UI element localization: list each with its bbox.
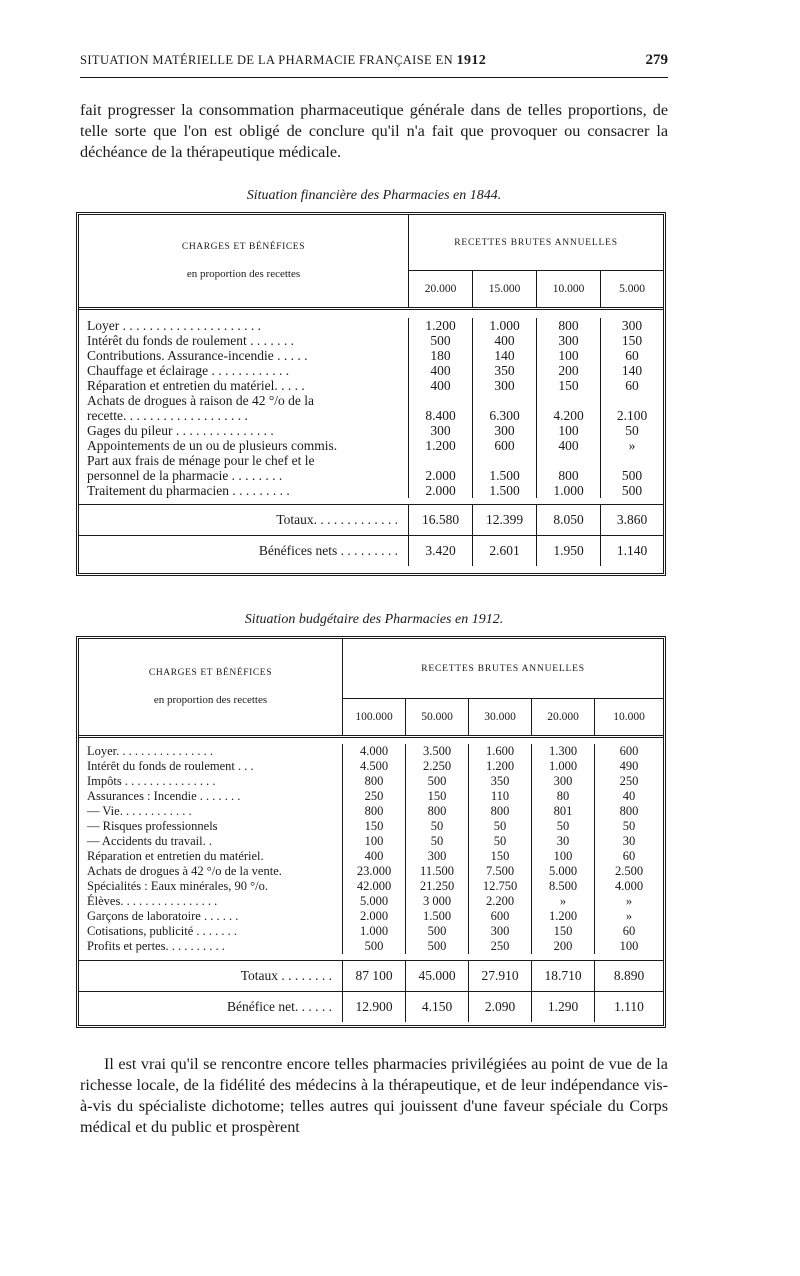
running-head-year: 1912: [456, 53, 487, 68]
table2-header: [79, 639, 663, 738]
cell-value: 300: [430, 423, 451, 438]
row-label: — Vie. . . . . . . . . . . .: [87, 804, 192, 818]
cell-value: 50: [625, 423, 639, 438]
totals-value: 18.710: [544, 968, 582, 983]
benefits-value: 12.900: [355, 999, 393, 1014]
row-label: Traitement du pharmacien . . . . . . . . .: [87, 483, 290, 498]
table2-col-20000: [532, 744, 595, 954]
benefits-value: 1.140: [616, 543, 648, 558]
cell-value: 30: [556, 834, 570, 848]
cell-value: 1.500: [489, 483, 520, 498]
cell-value: 4.000: [359, 744, 389, 758]
cell-value: 50: [430, 834, 444, 848]
totals-value-cell: [595, 961, 663, 991]
column-header: 5.000: [619, 283, 645, 295]
table2-totals-row: [79, 960, 663, 991]
row-label: Intérêt du fonds de roulement . . .: [87, 759, 254, 773]
totals-value-cell: [537, 505, 601, 535]
totals-value-cell: [532, 961, 595, 991]
cell-value: 250: [364, 789, 384, 803]
totals-label: Totaux. . . . . . . . . . . . .: [276, 512, 398, 527]
cell-value: 50: [430, 819, 444, 833]
benefits-value: 2.601: [489, 543, 520, 558]
cell-value: 400: [494, 333, 515, 348]
benefits-value: 1.950: [553, 543, 584, 558]
benefits-value-cell: [601, 536, 663, 566]
table2-column-headers: [343, 699, 663, 735]
column-header: 30.000: [469, 699, 532, 735]
cell-value: 1.300: [548, 744, 578, 758]
cell-value: »: [625, 894, 633, 908]
benefits-value-cell: [469, 992, 532, 1022]
cell-value: 50: [556, 819, 570, 833]
totals-value: 3.860: [616, 512, 648, 527]
cell-value: 23.000: [356, 864, 392, 878]
table1-header-right-title: RECETTES BRUTES ANNUELLES: [409, 215, 663, 271]
cell-value: 300: [494, 423, 515, 438]
cell-value: 3.500: [422, 744, 452, 758]
cell-value: 42.000: [356, 879, 392, 893]
totals-value: 8.890: [613, 968, 645, 983]
row-label: Garçons de laboratoire . . . . . .: [87, 909, 239, 923]
totals-value: 16.580: [421, 512, 460, 527]
row-label: Loyer. . . . . . . . . . . . . . . .: [87, 744, 214, 758]
cell-value: 250: [619, 774, 639, 788]
cell-value: 150: [621, 333, 643, 348]
cell-value: 400: [430, 378, 451, 393]
table2-label-column: [79, 744, 343, 954]
table1-col-5000: [601, 318, 663, 498]
table2-body: [79, 738, 663, 960]
benefits-value-cell: [532, 992, 595, 1022]
totals-value-cell: [406, 961, 469, 991]
totals-value: 12.399: [485, 512, 524, 527]
cell-value: 140: [621, 363, 643, 378]
table1-col-15000: [473, 318, 537, 498]
cell-value: [601, 453, 663, 468]
totals-label-cell: [79, 505, 409, 535]
cell-value: 400: [364, 849, 384, 863]
totals-value: 8.050: [553, 512, 584, 527]
cell-value: 250: [490, 939, 510, 953]
cell-value: 150: [364, 819, 384, 833]
cell-value: 500: [621, 468, 643, 483]
row-label: Achats de drogues à 42 °/o de la vente.: [87, 864, 282, 878]
cell-value: 300: [621, 318, 643, 333]
column-header: 10.000: [537, 271, 601, 307]
benefits-label: Bénéfices nets . . . . . . . . .: [258, 543, 398, 558]
table1-column-headers: [409, 271, 663, 307]
table-1912: [76, 636, 666, 1028]
totals-label-cell: [79, 961, 343, 991]
benefits-value-cell: [473, 536, 537, 566]
cell-value: 1.200: [548, 909, 578, 923]
table1-label-column: [79, 318, 409, 498]
cell-value: 800: [558, 318, 579, 333]
benefits-label-cell: [79, 536, 409, 566]
cell-value: 1.600: [485, 744, 515, 758]
cell-value: 1.200: [425, 318, 456, 333]
running-head-title: [80, 53, 486, 69]
benefits-value-cell: [409, 536, 473, 566]
cell-value: 2.000: [359, 909, 389, 923]
cell-value: 21.250: [419, 879, 455, 893]
row-label: Réparation et entretien du matériel. . . . .: [87, 378, 305, 393]
cell-value: 2.500: [614, 864, 644, 878]
cell-value: [473, 453, 536, 468]
cell-value: [409, 453, 472, 468]
totals-value-cell: [409, 505, 473, 535]
cell-value: 7.500: [485, 864, 515, 878]
table1-header-left-title: CHARGES ET BÉNÉFICES: [181, 242, 306, 252]
running-head: [80, 52, 668, 78]
cell-value: 300: [558, 333, 579, 348]
cell-value: 2.000: [425, 468, 456, 483]
cell-value: 350: [494, 363, 515, 378]
cell-value: 1.000: [553, 483, 584, 498]
totals-value-cell: [601, 505, 663, 535]
totals-value: 87 100: [355, 968, 393, 983]
table2-header-left-title: CHARGES ET BÉNÉFICES: [148, 668, 273, 678]
row-label: Contributions. Assurance-incendie . . . . .: [87, 348, 308, 363]
cell-value: 500: [364, 939, 384, 953]
cell-value: 800: [490, 804, 510, 818]
cell-value: 800: [364, 804, 384, 818]
row-label: — Risques professionnels: [87, 819, 218, 833]
cell-value: 60: [622, 924, 636, 938]
benefits-value-cell: [406, 992, 469, 1022]
row-label: Réparation et entretien du matériel.: [87, 849, 264, 863]
cell-value: 801: [553, 804, 573, 818]
cell-value: 2.200: [485, 894, 515, 908]
table2-header-left: [79, 639, 343, 735]
cell-value: 2.100: [616, 408, 648, 423]
cell-value: 8.400: [425, 408, 456, 423]
cell-value: 150: [553, 924, 573, 938]
cell-value: 1.200: [485, 759, 515, 773]
cell-value: 180: [430, 348, 451, 363]
cell-value: 1.200: [425, 438, 456, 453]
cell-value: 2.250: [422, 759, 452, 773]
cell-value: 60: [625, 378, 639, 393]
cell-value: 30: [622, 834, 636, 848]
column-header: 20.000: [532, 699, 595, 735]
cell-value: »: [559, 894, 567, 908]
table2-caption: Situation budgétaire des Pharmacies en 1912.: [244, 612, 504, 627]
cell-value: 150: [427, 789, 447, 803]
row-label: recette. . . . . . . . . . . . . . . . . . .: [87, 408, 248, 423]
cell-value: »: [625, 909, 633, 923]
benefits-value: 2.090: [484, 999, 516, 1014]
column-header: 20.000: [409, 271, 473, 307]
benefits-value-cell: [595, 992, 663, 1022]
cell-value: 400: [558, 438, 579, 453]
cell-value: 300: [427, 849, 447, 863]
cell-value: 200: [553, 939, 573, 953]
table1-header-left: [79, 215, 409, 307]
cell-value: 300: [490, 924, 510, 938]
cell-value: 150: [558, 378, 579, 393]
cell-value: 5.000: [359, 894, 389, 908]
cell-value: »: [628, 438, 636, 453]
cell-value: 50: [622, 819, 636, 833]
totals-value: 27.910: [481, 968, 519, 983]
running-head-title-text: SITUATION MATÉRIELLE DE LA PHARMACIE FRANÇAISE EN: [80, 53, 454, 67]
table1-header-right: [409, 215, 663, 307]
row-label: Assurances : Incendie . . . . . . .: [87, 789, 241, 803]
table2-col-50000: [406, 744, 469, 954]
benefits-label-cell: [79, 992, 343, 1022]
row-label: Achats de drogues à raison de 42 °/o de la: [87, 393, 314, 408]
totals-label: Totaux . . . . . . . .: [240, 968, 332, 983]
cell-value: 300: [553, 774, 573, 788]
row-label: Spécialités : Eaux minérales, 90 °/o.: [87, 879, 268, 893]
benefits-label: Bénéfice net. . . . . .: [227, 999, 332, 1014]
paragraph-bottom: Il est vrai qu'il se rencontre encore telles pharmacies privilégiées au point de vue de la richesse locale, de la fidélité des médecins à la thérapeutique, et de leur indépendance vis-à-vis du spécialiste dichotome; telles autres qui jouissent d'une faveur spéciale du Corps médical et du public et prospèrent: [80, 1055, 668, 1136]
table2-header-right: [343, 639, 663, 735]
cell-value: 100: [558, 348, 579, 363]
cell-value: 140: [494, 348, 515, 363]
cell-value: 6.300: [489, 408, 520, 423]
cell-value: 800: [558, 468, 579, 483]
column-header: 50.000: [406, 699, 469, 735]
cell-value: 100: [553, 849, 573, 863]
cell-value: 500: [427, 774, 447, 788]
cell-value: 500: [427, 924, 447, 938]
cell-value: [409, 393, 472, 408]
row-label: Profits et pertes. . . . . . . . . .: [87, 939, 225, 953]
table1-caption: Situation financière des Pharmacies en 1844.: [246, 188, 502, 203]
cell-value: 150: [490, 849, 510, 863]
table2-benefits-row: [79, 991, 663, 1022]
cell-value: [537, 393, 600, 408]
cell-value: 490: [619, 759, 639, 773]
cell-value: 500: [430, 333, 451, 348]
table1-col-20000: [409, 318, 473, 498]
totals-value: 45.000: [418, 968, 456, 983]
table1-totals-row: [79, 504, 663, 535]
cell-value: 60: [622, 849, 636, 863]
cell-value: 1.500: [422, 909, 452, 923]
cell-value: 500: [427, 939, 447, 953]
row-label: Gages du pileur . . . . . . . . . . . . . . .: [87, 423, 274, 438]
cell-value: 350: [490, 774, 510, 788]
column-header: 100.000: [343, 699, 406, 735]
cell-value: 600: [619, 744, 639, 758]
page-number: 279: [645, 52, 668, 68]
cell-value: 800: [364, 774, 384, 788]
benefits-value: 3.420: [425, 543, 456, 558]
cell-value: 600: [490, 909, 510, 923]
table2-header-right-title: RECETTES BRUTES ANNUELLES: [343, 639, 663, 699]
paragraph-top: fait progresser la consommation pharmaceutique générale dans de telles proportions, de telle sorte que l'on est obligé de conclure qu'il n'a fait que provoquer ou consacrer la déchéance de la thérapeutique médicale.: [80, 101, 668, 161]
cell-value: 4.200: [553, 408, 584, 423]
cell-value: 500: [621, 483, 643, 498]
cell-value: 50: [493, 819, 507, 833]
cell-value: 400: [430, 363, 451, 378]
column-header: 10.000: [613, 711, 645, 723]
row-label: Impôts . . . . . . . . . . . . . . .: [87, 774, 216, 788]
cell-value: 80: [556, 789, 570, 803]
row-label: — Accidents du travail. .: [87, 834, 212, 848]
table2-col-100000: [343, 744, 406, 954]
cell-value: 1.000: [548, 759, 578, 773]
cell-value: 100: [558, 423, 579, 438]
cell-value: 100: [619, 939, 639, 953]
table1-benefits-row: [79, 535, 663, 566]
cell-value: 4.000: [614, 879, 644, 893]
cell-value: 1.000: [359, 924, 389, 938]
benefits-value-cell: [537, 536, 601, 566]
cell-value: 600: [494, 438, 515, 453]
benefits-value-cell: [343, 992, 406, 1022]
cell-value: 50: [493, 834, 507, 848]
row-label: Appointements de un ou de plusieurs commis.: [87, 438, 338, 453]
table2-col-10000: [595, 744, 663, 954]
table2-col-30000: [469, 744, 532, 954]
table1-header: [79, 215, 663, 310]
cell-value: 800: [619, 804, 639, 818]
table1-col-10000: [537, 318, 601, 498]
cell-value: 4.500: [359, 759, 389, 773]
cell-value: 300: [494, 378, 515, 393]
row-label: Intérêt du fonds de roulement . . . . . . .: [87, 333, 294, 348]
cell-value: 11.500: [420, 864, 454, 878]
totals-value-cell: [469, 961, 532, 991]
table-1844: [76, 212, 666, 576]
cell-value: 800: [427, 804, 447, 818]
cell-value: 8.500: [548, 879, 578, 893]
benefits-value: 4.150: [421, 999, 453, 1014]
cell-value: [601, 393, 663, 408]
row-label: Élèves. . . . . . . . . . . . . . . .: [87, 894, 218, 908]
cell-value: 200: [558, 363, 579, 378]
row-label: Cotisations, publicité . . . . . . .: [87, 924, 237, 938]
table1-header-left-sub: en proportion des recettes: [186, 268, 301, 280]
cell-value: [537, 453, 600, 468]
cell-value: 5.000: [548, 864, 578, 878]
cell-value: 12.750: [482, 879, 518, 893]
cell-value: 1.500: [489, 468, 520, 483]
row-label: Chauffage et éclairage . . . . . . . . . . . .: [87, 363, 290, 378]
table2-header-left-sub: en proportion des recettes: [153, 694, 268, 706]
benefits-value: 1.110: [614, 999, 644, 1014]
column-header: 15.000: [473, 271, 537, 307]
table1-body: [79, 310, 663, 504]
cell-value: 3 000: [422, 894, 452, 908]
totals-value-cell: [343, 961, 406, 991]
cell-value: 100: [364, 834, 384, 848]
cell-value: 2.000: [425, 483, 456, 498]
cell-value: [473, 393, 536, 408]
row-label: personnel de la pharmacie . . . . . . . .: [87, 468, 283, 483]
totals-value-cell: [473, 505, 537, 535]
cell-value: 1.000: [489, 318, 520, 333]
benefits-value: 1.290: [547, 999, 579, 1014]
row-label: Part aux frais de ménage pour le chef et le: [87, 453, 315, 468]
cell-value: 110: [490, 789, 510, 803]
cell-value: 40: [622, 789, 636, 803]
cell-value: 60: [625, 348, 639, 363]
row-label: Loyer . . . . . . . . . . . . . . . . . . . . .: [87, 318, 261, 333]
